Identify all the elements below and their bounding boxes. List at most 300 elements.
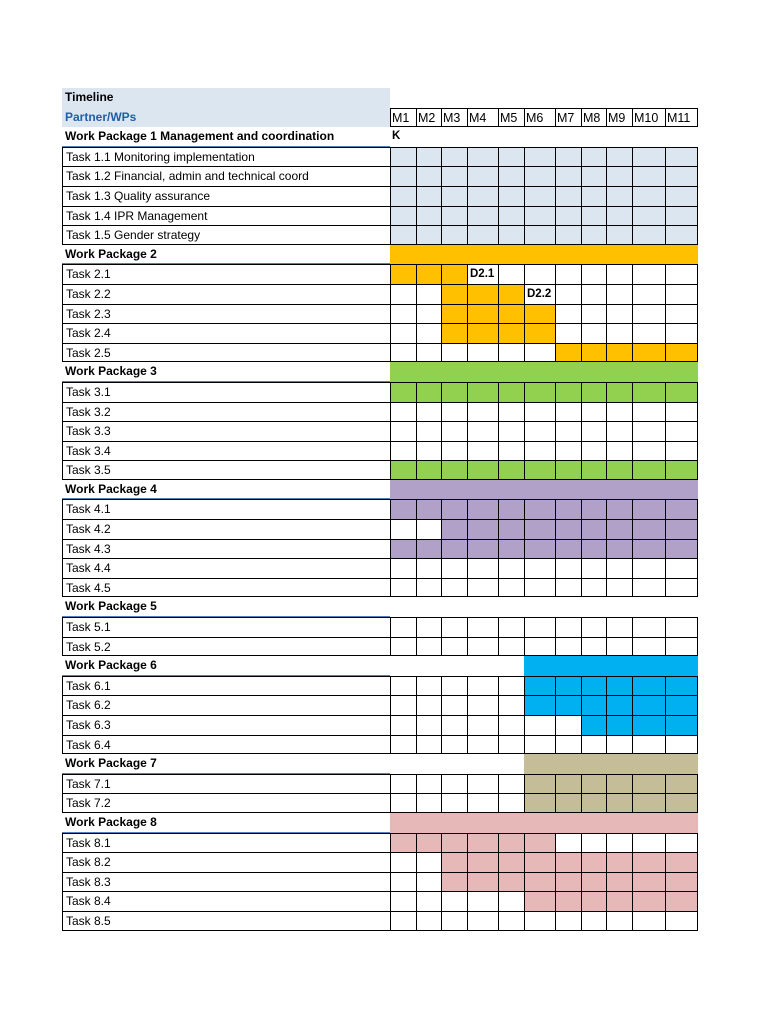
task-row: [62, 852, 698, 872]
cell-m4: [467, 558, 498, 578]
cell-m1: [390, 911, 416, 931]
cell-m2: [416, 519, 441, 539]
cell-m2: [416, 441, 441, 461]
months-header-row: [62, 108, 698, 128]
cell-m3: [441, 891, 467, 911]
task-label: Task 3.3: [62, 421, 390, 441]
cell-m2: [416, 304, 441, 324]
timeline-cells: [390, 402, 698, 422]
active-cell-m4: [467, 519, 498, 539]
active-cell-m3: [441, 264, 467, 284]
active-cell-m7: [555, 362, 581, 382]
cell-m10: [632, 558, 665, 578]
active-cell-m3: [441, 499, 467, 519]
work-package-label: Work Package 1 Management and coordination: [62, 127, 390, 147]
active-cell-m11: [665, 499, 698, 519]
cell-m11: [665, 617, 698, 637]
active-cell-m4: [467, 225, 498, 245]
cell-m5: [498, 558, 524, 578]
cell-m9: [606, 558, 632, 578]
cell-m9: [606, 284, 632, 304]
cell-m1: [390, 617, 416, 637]
cell-m5: [498, 127, 524, 147]
cell-m8: [581, 578, 606, 598]
active-cell-m7: [555, 382, 581, 402]
task-row: [62, 891, 698, 911]
active-cell-m5: [498, 460, 524, 480]
active-cell-m4: [467, 852, 498, 872]
active-cell-m9: [606, 754, 632, 774]
active-cell-m10: [632, 872, 665, 892]
active-cell-m7: [555, 166, 581, 186]
active-cell-m2: [416, 264, 441, 284]
active-cell-m2: [416, 460, 441, 480]
active-cell-m4: [467, 323, 498, 343]
active-cell-m10: [632, 362, 665, 382]
cell-m3: [441, 637, 467, 657]
active-cell-m4: [467, 872, 498, 892]
month-header-m6: M6: [524, 108, 555, 128]
active-cell-m11: [665, 676, 698, 696]
active-cell-m9: [606, 813, 632, 833]
task-row: [62, 539, 698, 559]
cell-m9: [606, 578, 632, 598]
active-cell-m6: [524, 676, 555, 696]
cell-m2: [416, 676, 441, 696]
cell-m9: [606, 911, 632, 931]
month-header-m11: M11: [665, 108, 698, 128]
timeline-cells: [390, 558, 698, 578]
cell-m1: [390, 597, 416, 617]
cell-m2: [416, 284, 441, 304]
task-label: Task 1.5 Gender strategy: [62, 225, 390, 245]
active-cell-m2: [416, 833, 441, 853]
active-cell-m6: [524, 382, 555, 402]
active-cell-m1: [390, 813, 416, 833]
cell-m2: [416, 891, 441, 911]
month-header-m10: M10: [632, 108, 665, 128]
active-cell-m3: [441, 166, 467, 186]
timeline-cells: [390, 362, 698, 382]
active-cell-m11: [665, 166, 698, 186]
timeline-cells: [390, 617, 698, 637]
active-cell-m10: [632, 186, 665, 206]
active-cell-m6: [524, 460, 555, 480]
active-cell-m10: [632, 676, 665, 696]
active-cell-m1: [390, 460, 416, 480]
active-cell-m1: [390, 539, 416, 559]
task-row: [62, 284, 698, 304]
cell-m9: [606, 617, 632, 637]
cell-m4: [467, 754, 498, 774]
active-cell-m8: [581, 872, 606, 892]
timeline-cells: [390, 264, 698, 284]
cell-m1: [390, 676, 416, 696]
cell-m1: [390, 637, 416, 657]
active-cell-m10: [632, 147, 665, 167]
active-cell-m3: [441, 833, 467, 853]
cell-m1: [390, 793, 416, 813]
active-cell-m7: [555, 480, 581, 500]
active-cell-m3: [441, 872, 467, 892]
active-cell-m11: [665, 715, 698, 735]
timeline-label: Timeline: [62, 88, 390, 108]
active-cell-m5: [498, 166, 524, 186]
cell-m5: [498, 715, 524, 735]
active-cell-m3: [441, 304, 467, 324]
task-row: [62, 441, 698, 461]
cell-m7: [555, 715, 581, 735]
timeline-cells: [390, 833, 698, 853]
active-cell-m3: [441, 813, 467, 833]
active-cell-m2: [416, 245, 441, 265]
cell-m2: [416, 754, 441, 774]
active-cell-m2: [416, 813, 441, 833]
task-row: [62, 715, 698, 735]
task-label: Task 6.4: [62, 735, 390, 755]
active-cell-m3: [441, 225, 467, 245]
cell-m6: [524, 421, 555, 441]
active-cell-m7: [555, 539, 581, 559]
active-cell-m8: [581, 362, 606, 382]
cell-m10: [632, 637, 665, 657]
cell-m3: [441, 735, 467, 755]
task-label: Task 8.5: [62, 911, 390, 931]
cell-m1: [390, 519, 416, 539]
cell-m2: [416, 127, 441, 147]
task-row: [62, 519, 698, 539]
cell-m10: [632, 304, 665, 324]
cell-m4: [467, 793, 498, 813]
task-row: [62, 499, 698, 519]
active-cell-m5: [498, 147, 524, 167]
timeline-cells: [390, 597, 698, 617]
active-cell-m11: [665, 754, 698, 774]
task-row: [62, 558, 698, 578]
timeline-cells: [390, 284, 698, 304]
cell-m8: [581, 911, 606, 931]
active-cell-m2: [416, 362, 441, 382]
cell-m7: [555, 617, 581, 637]
timeline-cells: [390, 245, 698, 265]
active-cell-m8: [581, 695, 606, 715]
task-row: [62, 676, 698, 696]
cell-m4: [467, 127, 498, 147]
active-cell-m5: [498, 186, 524, 206]
active-cell-m7: [555, 676, 581, 696]
cell-m2: [416, 735, 441, 755]
active-cell-m9: [606, 715, 632, 735]
active-cell-m6: [524, 186, 555, 206]
active-cell-m9: [606, 382, 632, 402]
cell-m1: [390, 695, 416, 715]
cell-m3: [441, 343, 467, 363]
work-package-label: Work Package 2: [62, 245, 390, 265]
active-cell-m6: [524, 304, 555, 324]
timeline-cells: [390, 637, 698, 657]
task-row: [62, 637, 698, 657]
month-header-m8: M8: [581, 108, 606, 128]
cell-m8: [581, 558, 606, 578]
active-cell-m8: [581, 460, 606, 480]
task-row: [62, 402, 698, 422]
cell-m1: [390, 323, 416, 343]
active-cell-m10: [632, 343, 665, 363]
active-cell-m8: [581, 166, 606, 186]
task-row: [62, 186, 698, 206]
timeline-cells: [390, 499, 698, 519]
active-cell-m10: [632, 480, 665, 500]
cell-m6: [524, 127, 555, 147]
cell-m7: [555, 578, 581, 598]
active-cell-m11: [665, 186, 698, 206]
cell-m11: [665, 304, 698, 324]
cell-m7: [555, 441, 581, 461]
cell-m8: [581, 127, 606, 147]
active-cell-m8: [581, 774, 606, 794]
task-row: [62, 911, 698, 931]
timeline-cells: [390, 695, 698, 715]
milestone-mark: D2.2: [524, 284, 555, 304]
cell-m4: [467, 402, 498, 422]
timeline-cells: [390, 872, 698, 892]
cell-m4: [467, 617, 498, 637]
work-package-label: Work Package 3: [62, 362, 390, 382]
active-cell-m11: [665, 225, 698, 245]
task-label: Task 1.4 IPR Management: [62, 206, 390, 226]
timeline-cells: [390, 813, 698, 833]
active-cell-m5: [498, 382, 524, 402]
cell-m4: [467, 891, 498, 911]
active-cell-m9: [606, 695, 632, 715]
cell-m4: [467, 735, 498, 755]
active-cell-m10: [632, 715, 665, 735]
active-cell-m9: [606, 519, 632, 539]
timeline-cells: [390, 382, 698, 402]
active-cell-m5: [498, 362, 524, 382]
task-row: [62, 695, 698, 715]
task-label: Task 2.5: [62, 343, 390, 363]
cell-m5: [498, 754, 524, 774]
active-cell-m6: [524, 519, 555, 539]
active-cell-m8: [581, 852, 606, 872]
active-cell-m1: [390, 833, 416, 853]
active-cell-m10: [632, 793, 665, 813]
task-label: Task 5.2: [62, 637, 390, 657]
timeline-cells: [390, 852, 698, 872]
active-cell-m10: [632, 499, 665, 519]
active-cell-m7: [555, 872, 581, 892]
active-cell-m4: [467, 284, 498, 304]
active-cell-m5: [498, 304, 524, 324]
active-cell-m6: [524, 499, 555, 519]
active-cell-m8: [581, 519, 606, 539]
active-cell-m7: [555, 225, 581, 245]
active-cell-m8: [581, 147, 606, 167]
task-row: [62, 793, 698, 813]
timeline-cells: [390, 480, 698, 500]
cell-m2: [416, 656, 441, 676]
cell-m7: [555, 304, 581, 324]
cell-m2: [416, 715, 441, 735]
active-cell-m9: [606, 166, 632, 186]
active-cell-m7: [555, 656, 581, 676]
active-cell-m9: [606, 245, 632, 265]
cell-m10: [632, 911, 665, 931]
cell-m7: [555, 735, 581, 755]
cell-m8: [581, 597, 606, 617]
timeline-cells: [390, 206, 698, 226]
work-package-row: [62, 754, 698, 774]
cell-m3: [441, 695, 467, 715]
cell-m11: [665, 578, 698, 598]
cell-m10: [632, 578, 665, 598]
task-row: [62, 833, 698, 853]
active-cell-m5: [498, 813, 524, 833]
active-cell-m6: [524, 852, 555, 872]
active-cell-m4: [467, 833, 498, 853]
active-cell-m10: [632, 539, 665, 559]
active-cell-m3: [441, 852, 467, 872]
task-label: Task 2.4: [62, 323, 390, 343]
cell-m4: [467, 597, 498, 617]
cell-m4: [467, 676, 498, 696]
active-cell-m1: [390, 382, 416, 402]
active-cell-m4: [467, 480, 498, 500]
active-cell-m11: [665, 460, 698, 480]
active-cell-m8: [581, 186, 606, 206]
active-cell-m10: [632, 382, 665, 402]
active-cell-m6: [524, 245, 555, 265]
active-cell-m7: [555, 891, 581, 911]
cell-m3: [441, 617, 467, 637]
task-label: Task 6.3: [62, 715, 390, 735]
active-cell-m6: [524, 695, 555, 715]
active-cell-m4: [467, 166, 498, 186]
active-cell-m8: [581, 499, 606, 519]
active-cell-m7: [555, 147, 581, 167]
timeline-cells: [390, 127, 698, 147]
cell-m3: [441, 597, 467, 617]
active-cell-m4: [467, 304, 498, 324]
cell-m4: [467, 441, 498, 461]
active-cell-m11: [665, 872, 698, 892]
active-cell-m4: [467, 813, 498, 833]
active-cell-m9: [606, 539, 632, 559]
timeline-cells: [390, 754, 698, 774]
active-cell-m6: [524, 656, 555, 676]
active-cell-m10: [632, 519, 665, 539]
task-label: Task 2.1: [62, 264, 390, 284]
cell-m6: [524, 597, 555, 617]
cell-m7: [555, 402, 581, 422]
cell-m11: [665, 264, 698, 284]
active-cell-m5: [498, 284, 524, 304]
cell-m1: [390, 402, 416, 422]
work-package-label: Work Package 8: [62, 813, 390, 833]
cell-m5: [498, 421, 524, 441]
task-row: [62, 421, 698, 441]
cell-m4: [467, 578, 498, 598]
active-cell-m11: [665, 147, 698, 167]
cell-m8: [581, 264, 606, 284]
active-cell-m3: [441, 245, 467, 265]
active-cell-m9: [606, 872, 632, 892]
task-label: Task 2.3: [62, 304, 390, 324]
active-cell-m11: [665, 656, 698, 676]
cell-m1: [390, 304, 416, 324]
active-cell-m6: [524, 323, 555, 343]
month-header-cells: [390, 108, 698, 128]
gantt-rows: [62, 127, 698, 930]
active-cell-m6: [524, 813, 555, 833]
active-cell-m5: [498, 245, 524, 265]
active-cell-m8: [581, 656, 606, 676]
timeline-cells: [390, 519, 698, 539]
timeline-cells: [390, 225, 698, 245]
partner-wps-label: Partner/WPs: [62, 108, 390, 128]
cell-m5: [498, 441, 524, 461]
cell-m3: [441, 774, 467, 794]
cell-m8: [581, 617, 606, 637]
cell-m6: [524, 911, 555, 931]
cell-m8: [581, 441, 606, 461]
cell-m5: [498, 735, 524, 755]
active-cell-m5: [498, 323, 524, 343]
cell-m2: [416, 617, 441, 637]
cell-m5: [498, 656, 524, 676]
cell-m5: [498, 793, 524, 813]
cell-m8: [581, 304, 606, 324]
cell-m10: [632, 284, 665, 304]
active-cell-m3: [441, 147, 467, 167]
active-cell-m6: [524, 833, 555, 853]
cell-m1: [390, 774, 416, 794]
active-cell-m10: [632, 813, 665, 833]
timeline-cells: [390, 441, 698, 461]
active-cell-m7: [555, 695, 581, 715]
timeline-cells: [390, 186, 698, 206]
active-cell-m1: [390, 206, 416, 226]
cell-m1: [390, 735, 416, 755]
work-package-label: Work Package 5: [62, 597, 390, 617]
cell-m1: [390, 754, 416, 774]
active-cell-m8: [581, 891, 606, 911]
cell-m6: [524, 343, 555, 363]
active-cell-m5: [498, 519, 524, 539]
timeline-cells: [390, 147, 698, 167]
work-package-row: [62, 362, 698, 382]
active-cell-m4: [467, 147, 498, 167]
active-cell-m5: [498, 852, 524, 872]
cell-m6: [524, 402, 555, 422]
cell-m9: [606, 637, 632, 657]
active-cell-m9: [606, 460, 632, 480]
active-cell-m4: [467, 539, 498, 559]
cell-m10: [632, 735, 665, 755]
cell-m2: [416, 421, 441, 441]
work-package-row: [62, 597, 698, 617]
active-cell-m9: [606, 793, 632, 813]
cell-m8: [581, 637, 606, 657]
timeline-cells: [390, 793, 698, 813]
cell-m4: [467, 343, 498, 363]
active-cell-m7: [555, 206, 581, 226]
active-cell-m9: [606, 147, 632, 167]
cell-m7: [555, 558, 581, 578]
cell-m3: [441, 676, 467, 696]
cell-m6: [524, 558, 555, 578]
